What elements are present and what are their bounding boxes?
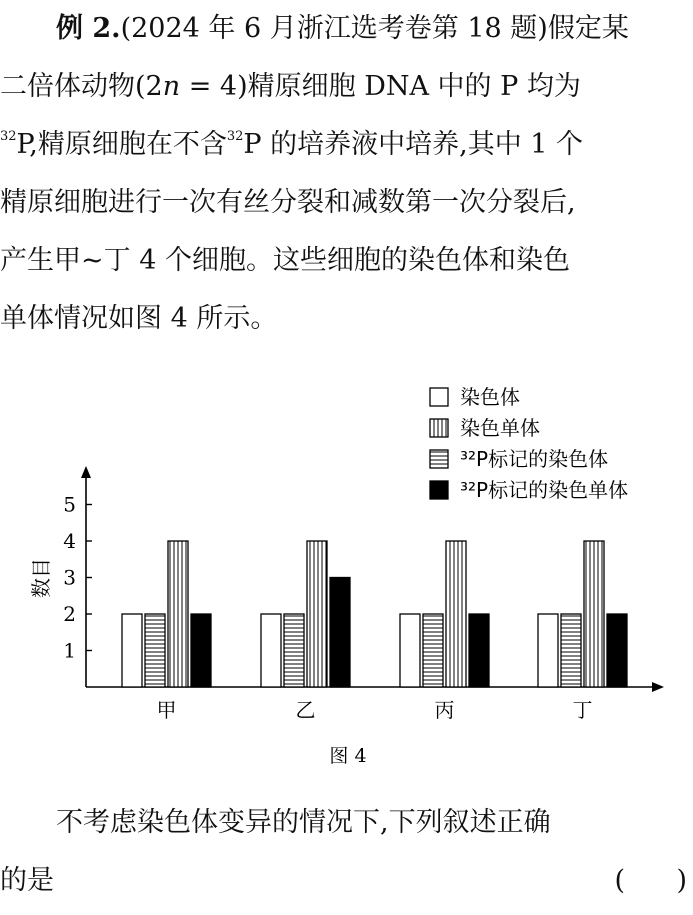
problem-line-6: [0, 290, 693, 348]
problem-line-4: [0, 174, 693, 232]
y-axis-label: 数目: [29, 558, 53, 598]
problem-text: [0, 0, 693, 348]
question-line-1: 不考虑染色体变异的情况下,下列叙述正确: [56, 807, 551, 838]
x-tick-label: 丙: [434, 698, 455, 722]
legend-swatch: [430, 419, 448, 437]
bar-1-1: [122, 614, 142, 687]
bar-3-3: [423, 614, 443, 687]
problem-text-segment: n: [162, 71, 181, 102]
problem-text-segment: P 的培养液中培养,其中 1 个: [243, 129, 584, 160]
problem-text-segment: = 4)精原细胞 DNA 中的 P 均为: [180, 71, 581, 102]
problem-text-segment: 32: [0, 129, 17, 144]
bar-4-3: [561, 614, 581, 687]
problem-line-1: [0, 0, 693, 58]
x-tick-label: 丁: [572, 698, 593, 722]
chart-legend: [430, 385, 628, 502]
answer-bracket: ( ): [614, 865, 687, 896]
problem-text-segment: (2024 年 6 月浙江选考卷第 18 题)假定某: [120, 13, 629, 44]
question-line-2: 的是: [0, 865, 54, 896]
bar-2-3: [284, 614, 304, 687]
legend-label: 染色单体: [460, 416, 540, 440]
x-tick-label: 甲: [156, 698, 177, 722]
bar-3-1: [400, 614, 420, 687]
problem-line-3: [0, 116, 693, 174]
bar-3-2: [446, 541, 466, 687]
legend-swatch: [430, 481, 448, 499]
figure-caption: 图 4: [329, 745, 367, 767]
legend-label: 染色体: [460, 385, 520, 409]
legend-label: ³²P标记的染色单体: [460, 478, 629, 502]
bar-1-3: [145, 614, 165, 687]
problem-line-5: [0, 232, 693, 290]
y-tick-label: 5: [63, 492, 76, 517]
problem-text-segment: 32: [226, 129, 244, 144]
problem-text-segment: 例 2.: [56, 13, 121, 44]
y-tick-label: 1: [63, 638, 76, 663]
bar-4-4: [607, 614, 627, 687]
bar-1-2: [168, 541, 188, 687]
bar-chart: [0, 370, 693, 775]
problem-text-segment: 产生甲~丁 4 个细胞。这些细胞的染色体和染色: [0, 245, 570, 276]
y-tick-label: 4: [63, 529, 76, 553]
problem-text-segment: 精原细胞进行一次有丝分裂和减数第一次分裂后,: [0, 187, 576, 218]
y-tick-label: 2: [63, 602, 76, 626]
y-axis-arrow: [81, 466, 91, 478]
x-tick-label: 乙: [295, 698, 316, 722]
chart-bars: [122, 541, 627, 722]
bar-2-2: [307, 541, 327, 687]
legend-label: ³²P标记的染色体: [460, 447, 609, 471]
bar-3-4: [469, 614, 489, 687]
bar-2-4: [330, 578, 350, 688]
bar-1-4: [191, 614, 211, 687]
y-tick-label: 3: [63, 565, 76, 590]
bar-2-1: [261, 614, 281, 687]
question-text: [0, 794, 693, 910]
x-axis-arrow: [652, 682, 664, 692]
problem-text-segment: 单体情况如图 4 所示。: [0, 303, 278, 334]
bar-4-2: [584, 541, 604, 687]
problem-line-2: [0, 58, 693, 116]
legend-swatch: [430, 388, 448, 406]
problem-text-segment: P,精原细胞在不含: [16, 129, 227, 160]
problem-text-segment: 二倍体动物(2: [0, 71, 163, 102]
legend-swatch: [430, 450, 448, 468]
bar-4-1: [538, 614, 558, 687]
